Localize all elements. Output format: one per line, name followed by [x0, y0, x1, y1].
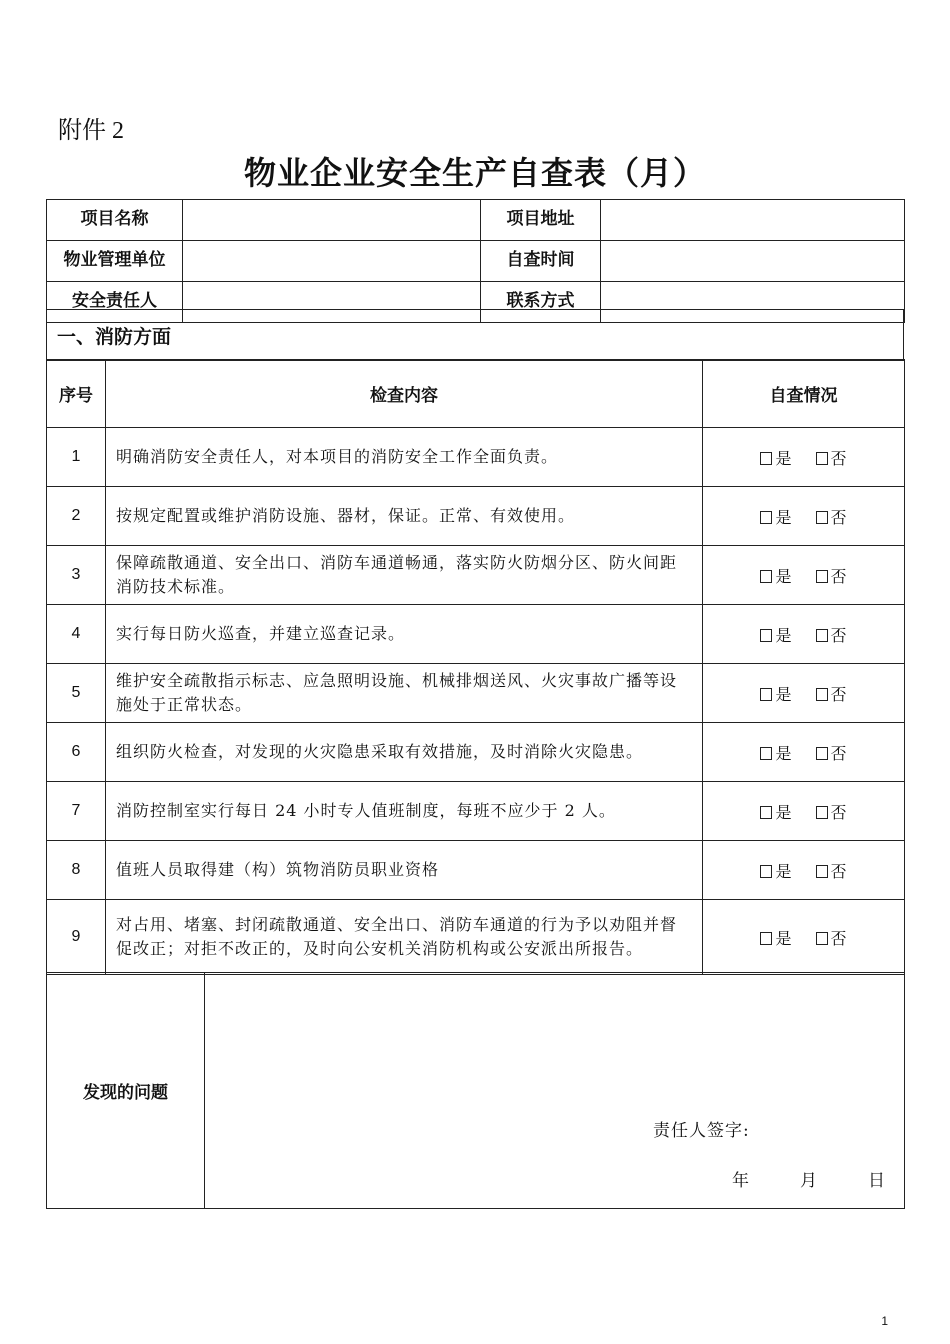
check-time-label: 自查时间 [481, 241, 601, 282]
no-label: 否 [830, 566, 847, 586]
signature-label: 责任人签字: [653, 1121, 750, 1141]
item-number: 1 [47, 428, 106, 487]
item-status [703, 487, 905, 546]
project-address-field[interactable] [601, 200, 905, 241]
document-title: 物业企业安全生产自查表（月） [243, 154, 706, 192]
item-content: 维护安全疏散指示标志、应急照明设施、机械排烟送风、火灾事故广播等设施处于正常状态。 [106, 664, 703, 723]
yes-label: 是 [775, 802, 792, 822]
project-name-field[interactable] [183, 200, 481, 241]
section-title: 一、消防方面 [47, 310, 904, 361]
checkbox-icon[interactable] [816, 511, 828, 524]
checkbox-icon[interactable] [816, 865, 828, 878]
date-year-label: 年 [732, 1171, 749, 1191]
table-row [47, 900, 905, 975]
checkbox-icon[interactable] [816, 932, 828, 945]
item-status [703, 664, 905, 723]
header-status: 自查情况 [703, 360, 905, 428]
no-label: 否 [830, 507, 847, 527]
item-status [703, 900, 905, 975]
annex-label: 附件 2 [58, 118, 124, 144]
no-label: 否 [830, 625, 847, 645]
yes-option[interactable] [760, 800, 791, 823]
item-content: 实行每日防火巡查，并建立巡查记录。 [106, 605, 703, 664]
date-day-label: 日 [868, 1171, 885, 1191]
page-number: 1 [881, 1314, 888, 1328]
checkbox-icon[interactable] [760, 570, 772, 583]
item-number: 5 [47, 664, 106, 723]
item-content: 值班人员取得建（构）筑物消防员职业资格 [106, 841, 703, 900]
project-address-label: 项目地址 [481, 200, 601, 241]
item-number: 2 [47, 487, 106, 546]
yes-label: 是 [775, 928, 792, 948]
checkbox-icon[interactable] [760, 452, 772, 465]
item-status [703, 841, 905, 900]
yes-label: 是 [775, 861, 792, 881]
project-info-table [46, 199, 905, 323]
no-label: 否 [830, 448, 847, 468]
item-number: 9 [47, 900, 106, 975]
yes-label: 是 [775, 507, 792, 527]
no-option[interactable] [816, 564, 847, 587]
yes-option[interactable] [760, 623, 791, 646]
contact-label: 联系方式 [481, 282, 601, 323]
yes-label: 是 [775, 566, 792, 586]
yes-option[interactable] [760, 682, 791, 705]
no-option[interactable] [816, 800, 847, 823]
checkbox-icon[interactable] [760, 511, 772, 524]
table-row [47, 428, 905, 487]
no-option[interactable] [816, 505, 847, 528]
item-status [703, 782, 905, 841]
item-content: 对占用、堵塞、封闭疏散通道、安全出口、消防车通道的行为予以劝阻并督促改正；对拒不改正的，及时向公安机关消防机构或公安派出所报告。 [106, 900, 703, 975]
yes-label: 是 [775, 743, 792, 763]
problems-label: 发现的问题 [47, 973, 205, 1209]
checkbox-icon[interactable] [816, 806, 828, 819]
yes-option[interactable] [760, 505, 791, 528]
responsible-person-label: 安全责任人 [47, 282, 183, 323]
date-month-label: 月 [800, 1171, 817, 1191]
item-content: 明确消防安全责任人，对本项目的消防安全工作全面负责。 [106, 428, 703, 487]
checkbox-icon[interactable] [760, 688, 772, 701]
yes-label: 是 [775, 448, 792, 468]
no-label: 否 [830, 684, 847, 704]
checkbox-icon[interactable] [816, 570, 828, 583]
section-header-table [46, 309, 904, 361]
item-status [703, 723, 905, 782]
table-row [47, 487, 905, 546]
yes-option[interactable] [760, 926, 791, 949]
item-content: 保障疏散通道、安全出口、消防车通道畅通，落实防火防烟分区、防火间距消防技术标准。 [106, 546, 703, 605]
checkbox-icon[interactable] [760, 932, 772, 945]
problems-table [46, 972, 905, 1209]
no-label: 否 [830, 861, 847, 881]
item-status [703, 605, 905, 664]
checkbox-icon[interactable] [816, 688, 828, 701]
item-status [703, 428, 905, 487]
management-unit-field[interactable] [183, 241, 481, 282]
header-no: 序号 [47, 360, 106, 428]
no-option[interactable] [816, 446, 847, 469]
yes-option[interactable] [760, 741, 791, 764]
checkbox-icon[interactable] [816, 452, 828, 465]
no-label: 否 [830, 802, 847, 822]
yes-label: 是 [775, 684, 792, 704]
problems-area[interactable] [205, 973, 905, 1209]
checklist-table [46, 359, 905, 975]
header-content: 检查内容 [106, 360, 703, 428]
no-option[interactable] [816, 859, 847, 882]
table-row [47, 664, 905, 723]
yes-option[interactable] [760, 446, 791, 469]
no-option[interactable] [816, 682, 847, 705]
item-number: 8 [47, 841, 106, 900]
no-label: 否 [830, 928, 847, 948]
item-number: 4 [47, 605, 106, 664]
no-label: 否 [830, 743, 847, 763]
checkbox-icon[interactable] [816, 747, 828, 760]
table-row [47, 546, 905, 605]
table-row [47, 841, 905, 900]
item-number: 3 [47, 546, 106, 605]
no-option[interactable] [816, 623, 847, 646]
item-content: 消防控制室实行每日 24 小时专人值班制度，每班不应少于 2 人。 [106, 782, 703, 841]
item-number: 6 [47, 723, 106, 782]
checkbox-icon[interactable] [816, 629, 828, 642]
checkbox-icon[interactable] [760, 865, 772, 878]
table-row [47, 782, 905, 841]
table-row [47, 723, 905, 782]
checkbox-icon[interactable] [760, 747, 772, 760]
table-row [47, 605, 905, 664]
project-name-label: 项目名称 [47, 200, 183, 241]
item-number: 7 [47, 782, 106, 841]
checkbox-icon[interactable] [760, 629, 772, 642]
yes-option[interactable] [760, 564, 791, 587]
item-content: 组织防火检查，对发现的火灾隐患采取有效措施，及时消除火灾隐患。 [106, 723, 703, 782]
checkbox-icon[interactable] [760, 806, 772, 819]
management-unit-label: 物业管理单位 [47, 241, 183, 282]
no-option[interactable] [816, 741, 847, 764]
check-time-field[interactable] [601, 241, 905, 282]
yes-label: 是 [775, 625, 792, 645]
yes-option[interactable] [760, 859, 791, 882]
item-content: 按规定配置或维护消防设施、器材，保证。正常、有效使用。 [106, 487, 703, 546]
item-status [703, 546, 905, 605]
no-option[interactable] [816, 926, 847, 949]
